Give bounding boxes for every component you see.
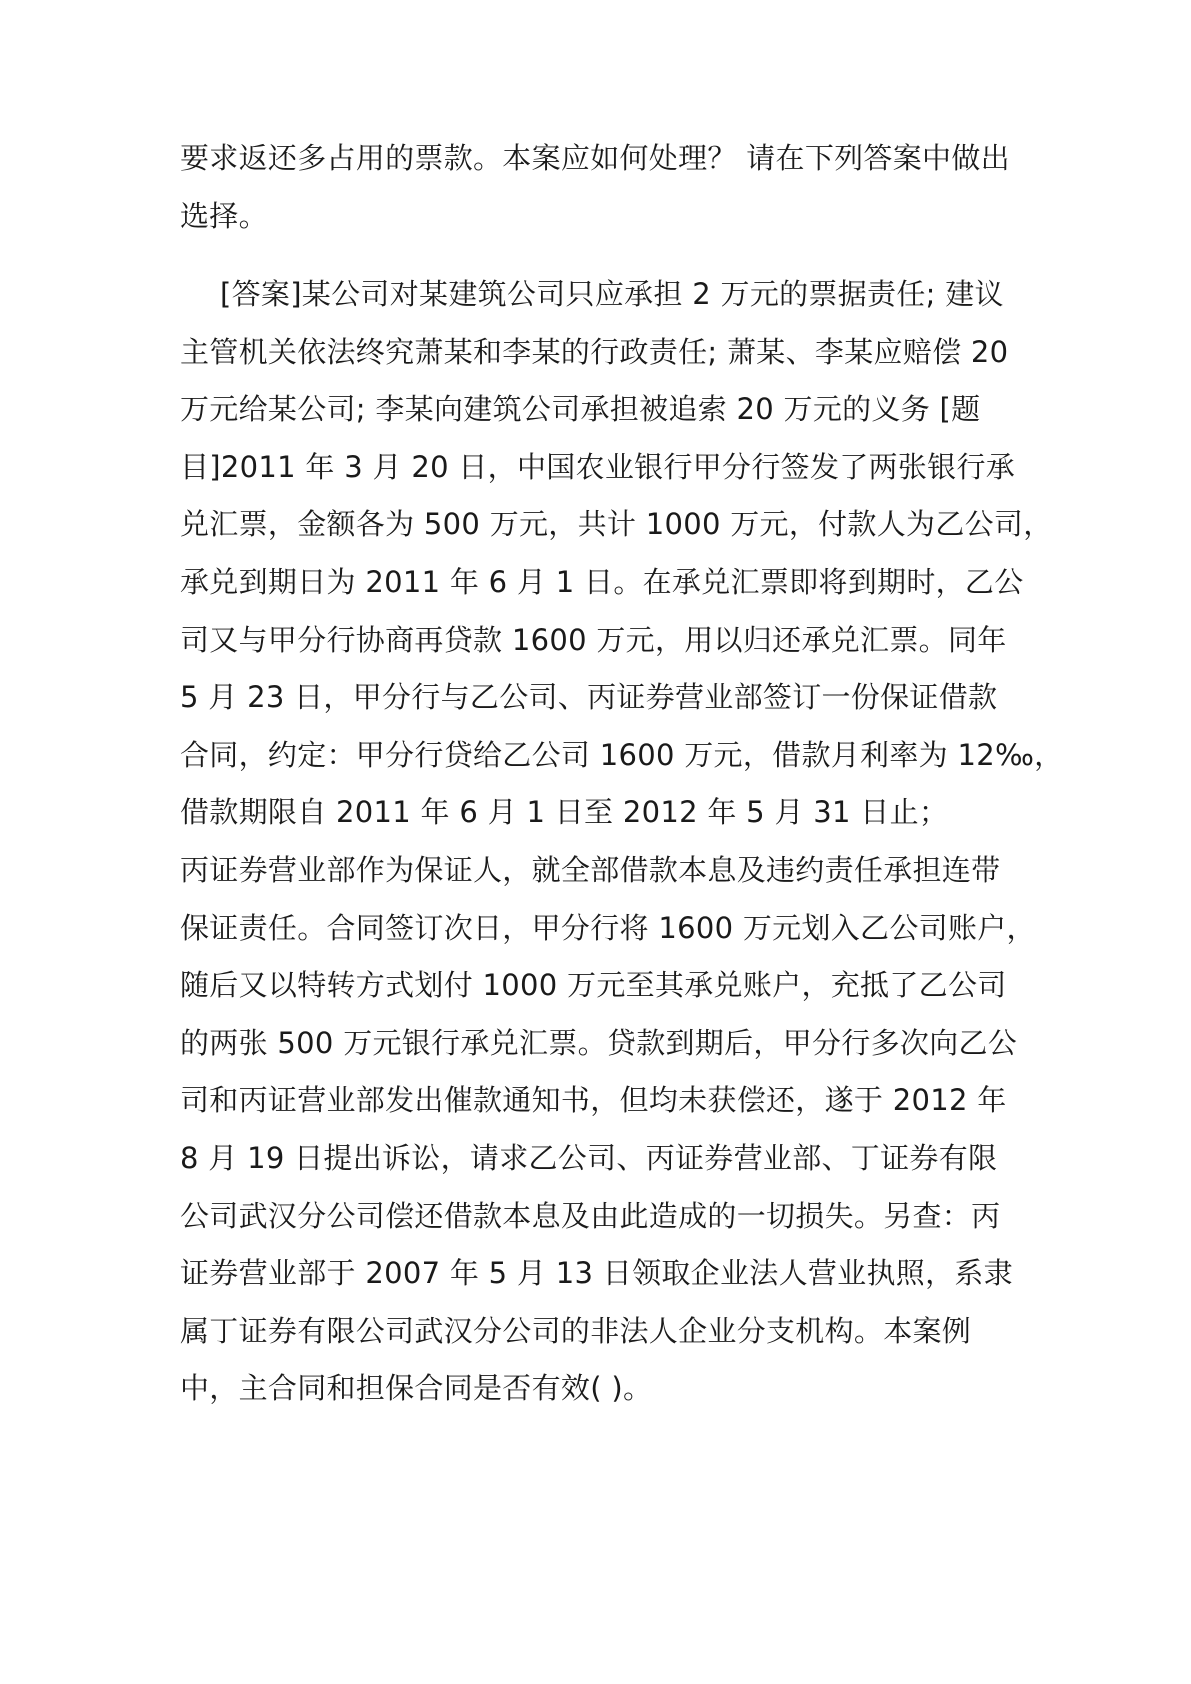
text-line: 5 月 23 日，甲分行与乙公司、丙证券营业部签订一份保证借款 xyxy=(180,680,998,714)
text-line: 属丁证券有限公司武汉分公司的非法人企业分支机构。本案例 xyxy=(180,1314,972,1348)
text-line: 保证责任。合同签订次日，甲分行将 1600 万元划入乙公司账户， xyxy=(180,911,1036,945)
text-line: 随后又以特转方式划付 1000 万元至其承兑账户，充抵了乙公司 xyxy=(180,968,1007,1002)
text-line: 选择。 xyxy=(180,199,268,233)
text-line: 公司武汉分公司偿还借款本息及由此造成的一切损失。另查：丙 xyxy=(180,1199,1001,1233)
text-line: 要求返还多占用的票款。本案应如何处理？ 请在下列答案中做出 xyxy=(180,141,1010,175)
text-line: 8 月 19 日提出诉讼，请求乙公司、丙证券营业部、丁证券有限 xyxy=(180,1141,998,1175)
text-line: 的两张 500 万元银行承兑汇票。贷款到期后，甲分行多次向乙公 xyxy=(180,1026,1018,1060)
text-line: 兑汇票，金额各为 500 万元，共计 1000 万元，付款人为乙公司， xyxy=(180,507,1053,541)
text-line: 承兑到期日为 2011 年 6 月 1 日。在承兑汇票即将到期时，乙公 xyxy=(180,565,1024,599)
text-line: 司又与甲分行协商再贷款 1600 万元，用以归还承兑汇票。同年 xyxy=(180,623,1007,657)
text-line: [答案]某公司对某建筑公司只应承担 2 万元的票据责任; 建议 xyxy=(220,277,1004,311)
text-line: 主管机关依法终究萧某和李某的行政责任; 萧某、李某应赔偿 20 xyxy=(180,335,1009,369)
text-line: 合同，约定：甲分行贷给乙公司 1600 万元，借款月利率为 12‰， xyxy=(180,738,1064,772)
text-line: 目]2011 年 3 月 20 日，中国农业银行甲分行签发了两张银行承 xyxy=(180,450,1016,484)
text-line: 万元给某公司; 李某向建筑公司承担被追索 20 万元的义务 [题 xyxy=(180,392,981,426)
text-line: 中，主合同和担保合同是否有效( )。 xyxy=(180,1371,653,1405)
text-line: 借款期限自 2011 年 6 月 1 日至 2012 年 5 月 31 日止； xyxy=(180,795,949,829)
text-line: 司和丙证营业部发出催款通知书，但均未获偿还，遂于 2012 年 xyxy=(180,1083,1007,1117)
text-line: 丙证券营业部作为保证人，就全部借款本息及违约责任承担连带 xyxy=(180,853,1001,887)
text-line: 证券营业部于 2007 年 5 月 13 日领取企业法人营业执照，系隶 xyxy=(180,1256,1013,1290)
